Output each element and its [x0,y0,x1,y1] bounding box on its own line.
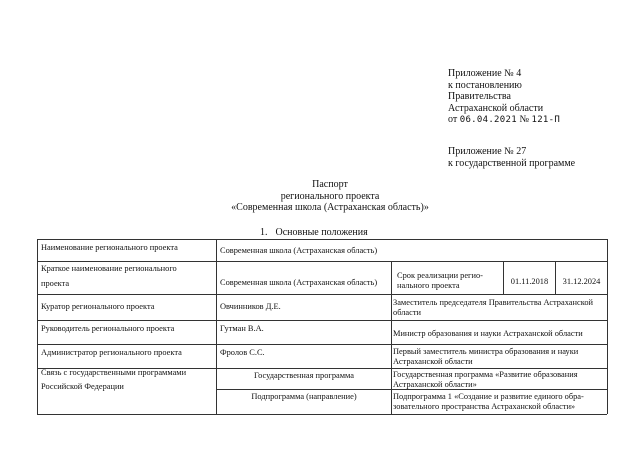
table-rule [607,239,608,414]
label-line: Краткое наименование регионального [41,264,177,273]
table-rule [37,344,607,345]
administrator-position [393,347,606,367]
decree-date: 06.04.2021 [459,115,517,125]
table-rule [37,414,607,415]
label-line: нального проекта [397,281,460,290]
label-line: Российской Федерации [41,382,124,391]
decree-number: 121-П [531,115,561,125]
date-prefix: от [448,114,458,125]
passport-title-line: регионального проекта [280,190,380,202]
section-heading: Основные положения [275,227,368,238]
program-label: Государственная программа [253,371,354,380]
passport-title-line: Паспорт [312,179,348,190]
appendix-line: Астраханской области [448,102,544,114]
appendix-line: к государственной программе [448,157,576,169]
administrator-name: Фролов С.С. [220,348,265,357]
passport-title [200,179,460,214]
position-line: области [393,308,421,317]
decree-date-line [448,114,560,127]
table-rule [37,294,607,295]
section-number: 1. [260,227,268,238]
appendix-number: Приложение № 4 [448,68,522,79]
subprogram-line: Подпрограмма 1 «Создание и развитие единого обра- [393,392,584,401]
position-line: Заместитель председателя Правительства Астраханской [393,298,594,307]
table-rule [216,239,217,414]
curator-position [393,298,606,318]
position-line: Астраханской области [393,357,473,366]
table-label [41,368,213,392]
table-label [41,264,213,289]
program-line: Государственная программа «Развитие образования [393,370,578,379]
appendix-line: Правительства [448,91,511,102]
table-label: Администратор регионального проекта [41,348,182,357]
end-date: 31.12.2024 [562,277,601,286]
label-line: Связь с государственными программами [41,368,187,377]
subprogram-label: Подпрограмма (направление) [251,392,357,401]
project-name: Современная школа (Астраханская область) [220,246,378,255]
period-label [397,271,501,291]
curator-name: Овчинников Д.Е. [220,302,281,311]
section-title [260,227,368,238]
table-rule [391,261,392,414]
start-date: 01.11.2018 [510,277,549,286]
program-line: Астраханской области» [393,380,477,389]
appendix-header [448,68,560,127]
project-short-name: Современная школа (Астраханская область) [220,278,378,287]
table-rule [37,261,607,262]
number-sign: № [519,114,529,125]
table-label: Руководитель регионального проекта [41,324,175,333]
program-value [393,370,606,390]
table-rule [37,239,607,240]
table-label: Куратор регионального проекта [41,302,155,311]
appendix-number: Приложение № 27 [448,146,527,157]
table-rule [37,320,607,321]
position-line: Первый заместитель министра образования и науки [393,347,579,356]
appendix-program-header [448,146,575,169]
head-name: Гутман В.А. [220,324,264,333]
table-rule [37,239,38,414]
label-line: Срок реализации регио- [397,271,483,280]
table-label: Наименование регионального проекта [41,243,178,252]
head-position: Министр образования и науки Астраханской области [393,329,583,338]
label-line: проекта [41,279,70,288]
appendix-line: к постановлению [448,79,522,91]
passport-title-line: «Современная школа (Астраханская область)» [231,202,429,213]
subprogram-line: зовательного пространства Астраханской области» [393,402,576,411]
subprogram-value [393,392,606,412]
